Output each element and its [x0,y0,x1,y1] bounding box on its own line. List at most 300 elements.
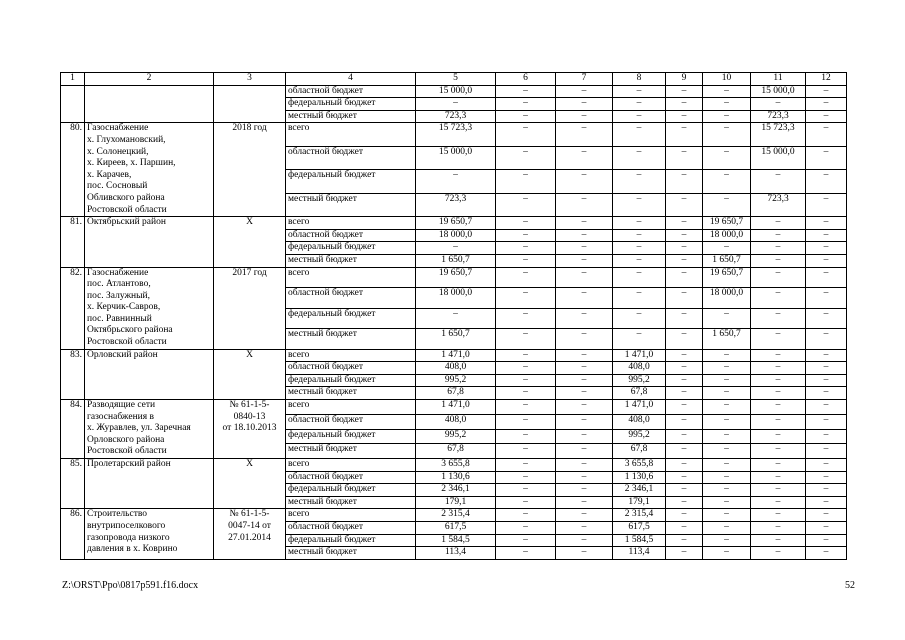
amount-cell: 15 000,0 [416,146,496,169]
amount-cell: – [496,308,556,329]
amount-cell: – [666,400,703,415]
funding-source: федеральный бюджет [286,98,416,111]
funding-source: областной бюджет [286,288,416,309]
amount-cell: – [751,471,806,484]
amount-cell: – [556,98,613,111]
item-basis-line: № 61-1-5- [229,400,270,411]
amount-cell: – [751,170,806,193]
amount-cell: – [751,374,806,387]
amount-cell: – [496,429,556,444]
item-name-line: х. Журавлев, ул. Заречная [87,423,191,434]
amount-cell: – [613,146,666,169]
item-name-line: пос. Залужный, [87,290,150,301]
amount-cell: – [666,98,703,111]
funding-source: областной бюджет [286,471,416,484]
item-name [85,459,214,509]
amount-cell: – [806,85,847,98]
amount-cell: 1 584,5 [416,534,496,547]
amount-cell: – [613,267,666,288]
funding-source: всего [286,509,416,522]
funding-source: местный бюджет [286,444,416,459]
item-basis [214,85,286,123]
item-name-line: газоснабжения в [87,411,154,422]
item-basis [214,217,286,267]
item-number: 81. [61,217,85,267]
amount-cell: – [556,308,613,329]
item-number: 84. [61,400,85,459]
amount-cell: 179,1 [416,496,496,509]
amount-cell: 1 471,0 [416,349,496,362]
amount-cell: 617,5 [613,521,666,534]
amount-cell: – [556,521,613,534]
item-name-line: Газоснабжение [87,267,149,278]
amount-cell: – [556,534,613,547]
amount-cell: 15 000,0 [751,85,806,98]
amount-cell: – [751,254,806,267]
amount-cell: – [806,288,847,309]
amount-cell: 1 584,5 [613,534,666,547]
amount-cell: – [666,329,703,350]
amount-cell: – [613,329,666,350]
item-number: 85. [61,459,85,509]
amount-cell: – [496,414,556,429]
funding-source: областной бюджет [286,85,416,98]
amount-cell: – [751,414,806,429]
amount-cell: – [556,242,613,255]
amount-cell: – [806,471,847,484]
amount-cell: – [751,217,806,230]
amount-cell: – [416,308,496,329]
funding-source: федеральный бюджет [286,429,416,444]
item-name-line: внутрипоселкового [87,520,166,531]
amount-cell: – [496,471,556,484]
funding-source: федеральный бюджет [286,308,416,329]
item-number: 82. [61,267,85,349]
amount-cell: 408,0 [416,362,496,375]
amount-cell: – [703,242,751,255]
amount-cell: – [703,349,751,362]
amount-cell: 723,3 [751,193,806,216]
item-basis-line: 2017 год [232,267,267,278]
item-basis [214,267,286,349]
amount-cell: – [666,471,703,484]
item-basis-line: Х [246,217,253,228]
item-name-line: Ростовской области [87,446,167,457]
amount-cell: – [806,217,847,230]
amount-cell: – [613,170,666,193]
amount-cell: – [496,254,556,267]
item-name-line: газопровода низкого [87,532,170,543]
column-header-10: 10 [703,73,751,86]
amount-cell: – [496,444,556,459]
item-number [61,85,85,123]
amount-cell: – [751,242,806,255]
amount-cell: – [496,242,556,255]
amount-cell: – [703,414,751,429]
amount-cell: – [806,400,847,415]
amount-cell: – [806,429,847,444]
amount-cell: – [703,146,751,169]
item-name-line: Орловский район [87,349,158,360]
amount-cell: – [556,193,613,216]
amount-cell: – [666,267,703,288]
item-name-line: х. Глухомановский, [87,134,166,145]
amount-cell: – [703,98,751,111]
amount-cell: – [496,374,556,387]
amount-cell: – [556,547,613,560]
amount-cell: – [666,85,703,98]
funding-source: федеральный бюджет [286,484,416,497]
amount-cell: 408,0 [416,414,496,429]
amount-cell: – [751,288,806,309]
amount-cell: 1 471,0 [613,349,666,362]
amount-cell: – [751,534,806,547]
amount-cell: – [556,110,613,123]
amount-cell: – [751,329,806,350]
amount-cell: – [703,429,751,444]
amount-cell: – [806,329,847,350]
amount-cell: 723,3 [416,110,496,123]
table-row [61,267,847,288]
amount-cell: – [613,288,666,309]
amount-cell: – [751,444,806,459]
amount-cell: – [556,85,613,98]
amount-cell: – [703,484,751,497]
amount-cell: – [666,362,703,375]
funding-source: всего [286,349,416,362]
funding-source: всего [286,217,416,230]
amount-cell: – [556,229,613,242]
item-basis-line: 2018 год [232,123,267,134]
amount-cell: – [806,362,847,375]
amount-cell: – [806,267,847,288]
table-row [61,459,847,472]
amount-cell: – [703,387,751,400]
amount-cell: – [751,98,806,111]
amount-cell: – [806,374,847,387]
amount-cell: – [806,146,847,169]
amount-cell: – [703,444,751,459]
item-number: 80. [61,123,85,217]
amount-cell: 15 723,3 [751,123,806,146]
amount-cell: – [806,242,847,255]
amount-cell: – [806,496,847,509]
amount-cell: – [496,267,556,288]
amount-cell: 1 471,0 [613,400,666,415]
amount-cell: 995,2 [613,374,666,387]
amount-cell: – [666,444,703,459]
amount-cell: 18 000,0 [703,229,751,242]
amount-cell: 995,2 [416,429,496,444]
amount-cell: – [556,362,613,375]
amount-cell: – [751,400,806,415]
amount-cell: – [806,444,847,459]
amount-cell: – [496,509,556,522]
amount-cell: – [806,387,847,400]
funding-source: областной бюджет [286,146,416,169]
item-basis-line: Х [246,459,253,469]
item-name-line: Строительство [87,509,148,520]
amount-cell: – [703,400,751,415]
amount-cell: – [556,146,613,169]
amount-cell: – [751,229,806,242]
amount-cell: – [556,349,613,362]
amount-cell: – [666,123,703,146]
amount-cell: – [556,123,613,146]
amount-cell: – [666,387,703,400]
amount-cell: – [666,484,703,497]
funding-source: местный бюджет [286,193,416,216]
amount-cell: – [496,217,556,230]
amount-cell: – [556,254,613,267]
amount-cell: – [806,534,847,547]
funding-source: федеральный бюджет [286,534,416,547]
amount-cell: – [703,362,751,375]
table-row [61,349,847,362]
amount-cell: – [613,254,666,267]
item-name-line: Разводящие сети [87,400,156,411]
funding-source: областной бюджет [286,414,416,429]
amount-cell: – [613,110,666,123]
amount-cell: – [666,193,703,216]
amount-cell: – [556,484,613,497]
amount-cell: – [556,374,613,387]
amount-cell: – [751,387,806,400]
amount-cell: 1 650,7 [416,254,496,267]
amount-cell: – [496,484,556,497]
amount-cell: – [496,110,556,123]
amount-cell: 113,4 [416,547,496,560]
amount-cell: 18 000,0 [703,288,751,309]
amount-cell: – [666,217,703,230]
amount-cell: – [703,459,751,472]
header-row [61,73,847,86]
amount-cell: – [496,349,556,362]
table-row [61,400,847,415]
item-name [85,400,214,459]
item-name-line: Октябрьского района [87,325,173,336]
amount-cell: 67,8 [613,444,666,459]
amount-cell: – [666,288,703,309]
amount-cell: – [556,471,613,484]
amount-cell: – [496,329,556,350]
amount-cell: – [496,146,556,169]
amount-cell: – [666,242,703,255]
item-basis-line: от 18.10.2013 [222,423,277,434]
column-header-6: 6 [496,73,556,86]
item-name-line: Орловского района [87,434,165,445]
column-header-1: 1 [61,73,85,86]
amount-cell: 2 346,1 [416,484,496,497]
amount-cell: 1 130,6 [613,471,666,484]
amount-cell: – [666,308,703,329]
column-header-3: 3 [214,73,286,86]
column-header-5: 5 [416,73,496,86]
amount-cell: – [806,308,847,329]
amount-cell: – [703,471,751,484]
amount-cell: – [556,400,613,415]
item-name [85,85,214,123]
amount-cell: – [666,496,703,509]
amount-cell: 15 000,0 [416,85,496,98]
amount-cell: – [666,254,703,267]
item-name-line: Газоснабжение [87,123,149,134]
amount-cell: – [703,496,751,509]
item-basis-line: Х [246,349,253,360]
item-name [85,509,214,559]
amount-cell: – [806,349,847,362]
amount-cell: – [613,217,666,230]
amount-cell: – [806,459,847,472]
amount-cell: – [703,547,751,560]
amount-cell: – [556,217,613,230]
budget-table [60,72,847,560]
column-header-9: 9 [666,73,703,86]
item-name-line: Пролетарский район [87,459,171,469]
amount-cell: – [666,110,703,123]
amount-cell: – [496,85,556,98]
column-header-7: 7 [556,73,613,86]
funding-source: всего [286,123,416,146]
amount-cell: – [703,110,751,123]
amount-cell: – [666,146,703,169]
amount-cell: – [806,484,847,497]
item-name-line: Ростовской области [87,337,167,348]
item-name [85,267,214,349]
table-row [61,217,847,230]
amount-cell: – [496,547,556,560]
amount-cell: 15 723,3 [416,123,496,146]
amount-cell: 723,3 [751,110,806,123]
amount-cell: – [806,98,847,111]
amount-cell: – [703,308,751,329]
item-name [85,349,214,399]
amount-cell: – [806,509,847,522]
amount-cell: – [703,123,751,146]
item-name-line: х. Карачев, [87,169,132,180]
funding-source: местный бюджет [286,387,416,400]
amount-cell: – [666,459,703,472]
item-basis [214,509,286,559]
item-name-line: х. Солонецкий, [87,146,149,157]
amount-cell: 1 650,7 [416,329,496,350]
amount-cell: – [751,547,806,560]
amount-cell: – [496,459,556,472]
funding-source: всего [286,400,416,415]
amount-cell: – [556,387,613,400]
column-header-8: 8 [613,73,666,86]
funding-source: всего [286,267,416,288]
amount-cell: – [556,429,613,444]
amount-cell: – [751,362,806,375]
amount-cell: – [806,110,847,123]
item-name-line: пос. Атлантово, [87,279,151,290]
column-header-12: 12 [806,73,847,86]
amount-cell: 19 650,7 [416,267,496,288]
item-name [85,123,214,217]
item-name-line: х. Керчик-Савров, [87,302,161,313]
funding-source: местный бюджет [286,254,416,267]
amount-cell: 67,8 [416,444,496,459]
amount-cell: – [613,308,666,329]
amount-cell: 1 471,0 [416,400,496,415]
funding-source: местный бюджет [286,329,416,350]
amount-cell: – [806,254,847,267]
amount-cell: – [703,521,751,534]
amount-cell: – [496,534,556,547]
amount-cell: – [703,85,751,98]
amount-cell: 617,5 [416,521,496,534]
amount-cell: 1 650,7 [703,329,751,350]
item-name-line: х. Киреев, х. Паршин, [87,158,176,169]
amount-cell: 3 655,8 [416,459,496,472]
amount-cell: – [666,229,703,242]
item-basis [214,400,286,459]
amount-cell: 408,0 [613,362,666,375]
amount-cell: – [556,267,613,288]
amount-cell: – [751,484,806,497]
amount-cell: – [751,521,806,534]
amount-cell: – [666,521,703,534]
item-basis-line: № 61-1-5- [229,509,270,520]
amount-cell: – [496,288,556,309]
amount-cell: – [556,496,613,509]
amount-cell: – [556,329,613,350]
funding-source: федеральный бюджет [286,170,416,193]
amount-cell: – [496,229,556,242]
funding-source: областной бюджет [286,229,416,242]
table-row [61,123,847,146]
amount-cell: – [556,444,613,459]
page-number: 52 [845,580,855,591]
amount-cell: 19 650,7 [703,267,751,288]
amount-cell: – [496,362,556,375]
amount-cell: – [751,509,806,522]
column-header-4: 4 [286,73,416,86]
amount-cell: – [556,414,613,429]
amount-cell: – [666,509,703,522]
amount-cell: – [613,85,666,98]
amount-cell: – [806,170,847,193]
amount-cell: – [751,496,806,509]
item-basis-line: 0840-13 [233,411,266,422]
amount-cell: – [496,387,556,400]
amount-cell: 179,1 [613,496,666,509]
item-name-line: Ростовской области [87,204,167,215]
item-name-line: Обливского района [87,192,165,203]
amount-cell: – [556,288,613,309]
amount-cell: 19 650,7 [416,217,496,230]
amount-cell: 113,4 [613,547,666,560]
funding-source: федеральный бюджет [286,374,416,387]
amount-cell: – [703,374,751,387]
amount-cell: – [751,429,806,444]
funding-source: местный бюджет [286,496,416,509]
amount-cell: 18 000,0 [416,288,496,309]
item-basis [214,459,286,509]
amount-cell: – [751,308,806,329]
amount-cell: 2 346,1 [613,484,666,497]
item-basis [214,349,286,399]
amount-cell: – [613,123,666,146]
column-header-2: 2 [85,73,214,86]
amount-cell: – [416,98,496,111]
amount-cell: 408,0 [613,414,666,429]
amount-cell: – [496,123,556,146]
funding-source: областной бюджет [286,362,416,375]
table-row [61,509,847,522]
amount-cell: 2 315,4 [416,509,496,522]
